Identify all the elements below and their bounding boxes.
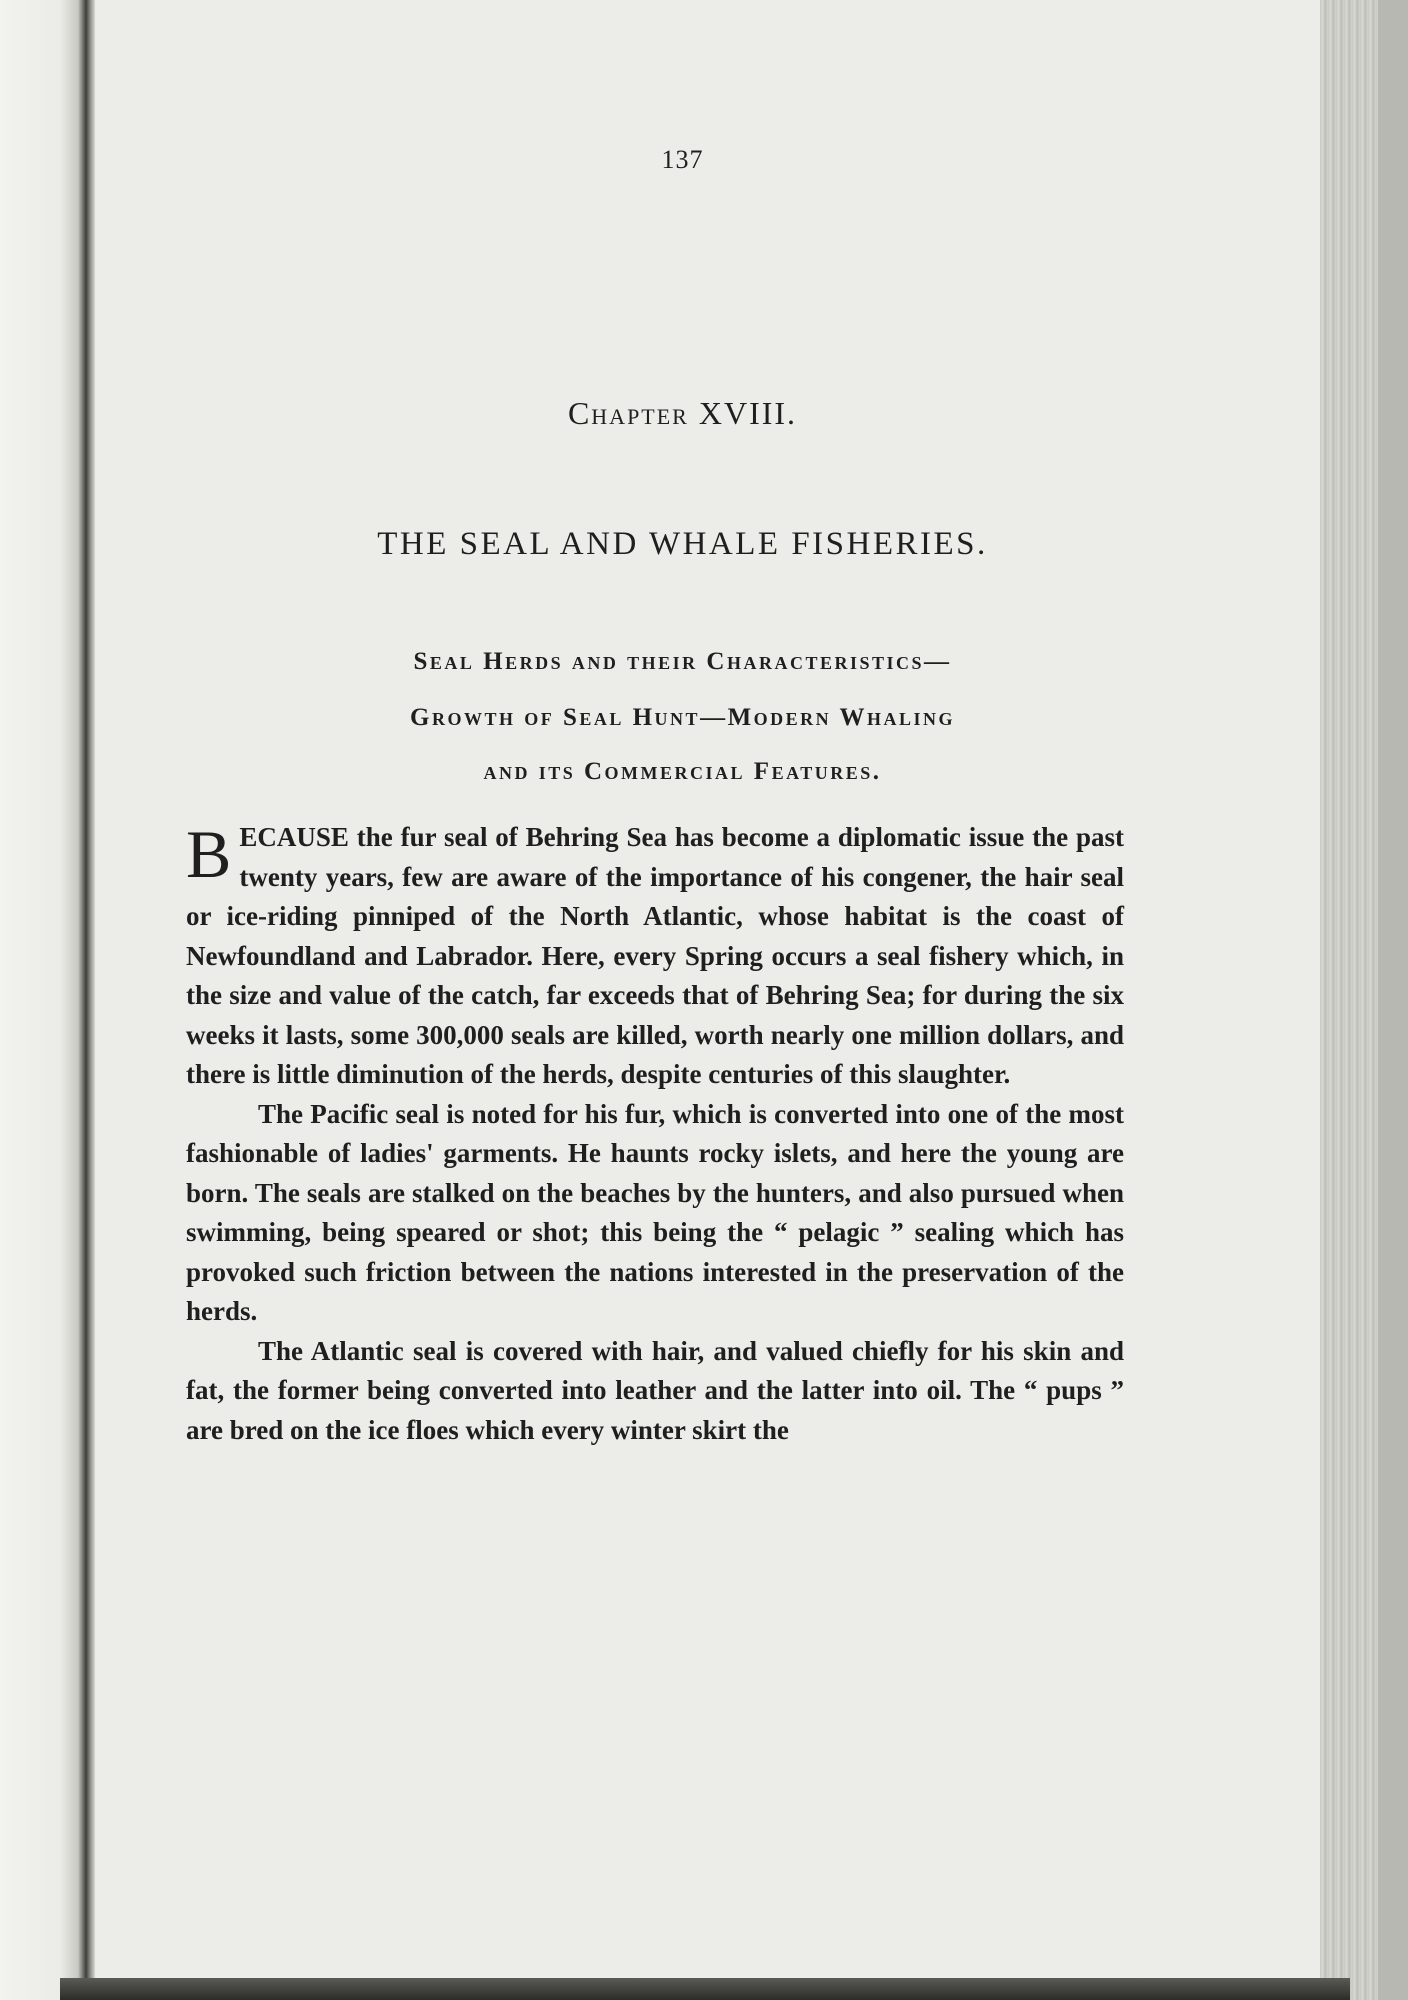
bottom-shadow [60,1978,1350,2000]
book-binding [0,0,95,2000]
paragraph-text: ECAUSE the fur seal of Behring Sea has become a diplomatic issue the past twenty years, few are aware of the importance of his congener, the hair seal or ice-riding pinniped of the North Atlantic, whose habitat is the coast of Newfoundland and Labrador. Here, every Spring occurs a seal fishery which, in the size and value of the catch, far exceeds that of Behring Sea; for during the six weeks it lasts, some 300,000 seals are killed, worth nearly one million dollars, and there is little diminution of the herds, despite centuries of this slaughter. [186,822,1124,1089]
page-edges [1320,0,1408,2000]
body-text [186,818,1124,1450]
chapter-heading: Chapter XVIII. [567,395,798,431]
page-number: 137 [661,145,704,174]
chapter-summary-line: and its Commercial Features. [483,758,882,785]
chapter-summary-line: Seal Herds and their Characteristics— [413,648,952,675]
paragraph: The Pacific seal is noted for his fur, which is converted into one of the most fashionable of ladies' garments. He haunts rocky islets, and here the young are born. The seals are stalked on the beaches by the hunters, and also pursued when swimming, being speared or shot; this being the “ pelagic ” sealing which has provoked such friction between the nations interested in the preservation of the herds. [186,1098,1124,1326]
chapter-summary-line: Growth of Seal Hunt—Modern Whaling [410,704,955,731]
paragraph: The Atlantic seal is covered with hair, and valued chiefly for his skin and fat, the former being converted into leather and the latter into oil. The “ pups ” are bred on the ice floes which every winter skirt the [186,1335,1124,1445]
paragraph [186,818,1124,1095]
chapter-title: THE SEAL AND WHALE FISHERIES. [377,526,988,562]
drop-cap: B [186,816,232,892]
